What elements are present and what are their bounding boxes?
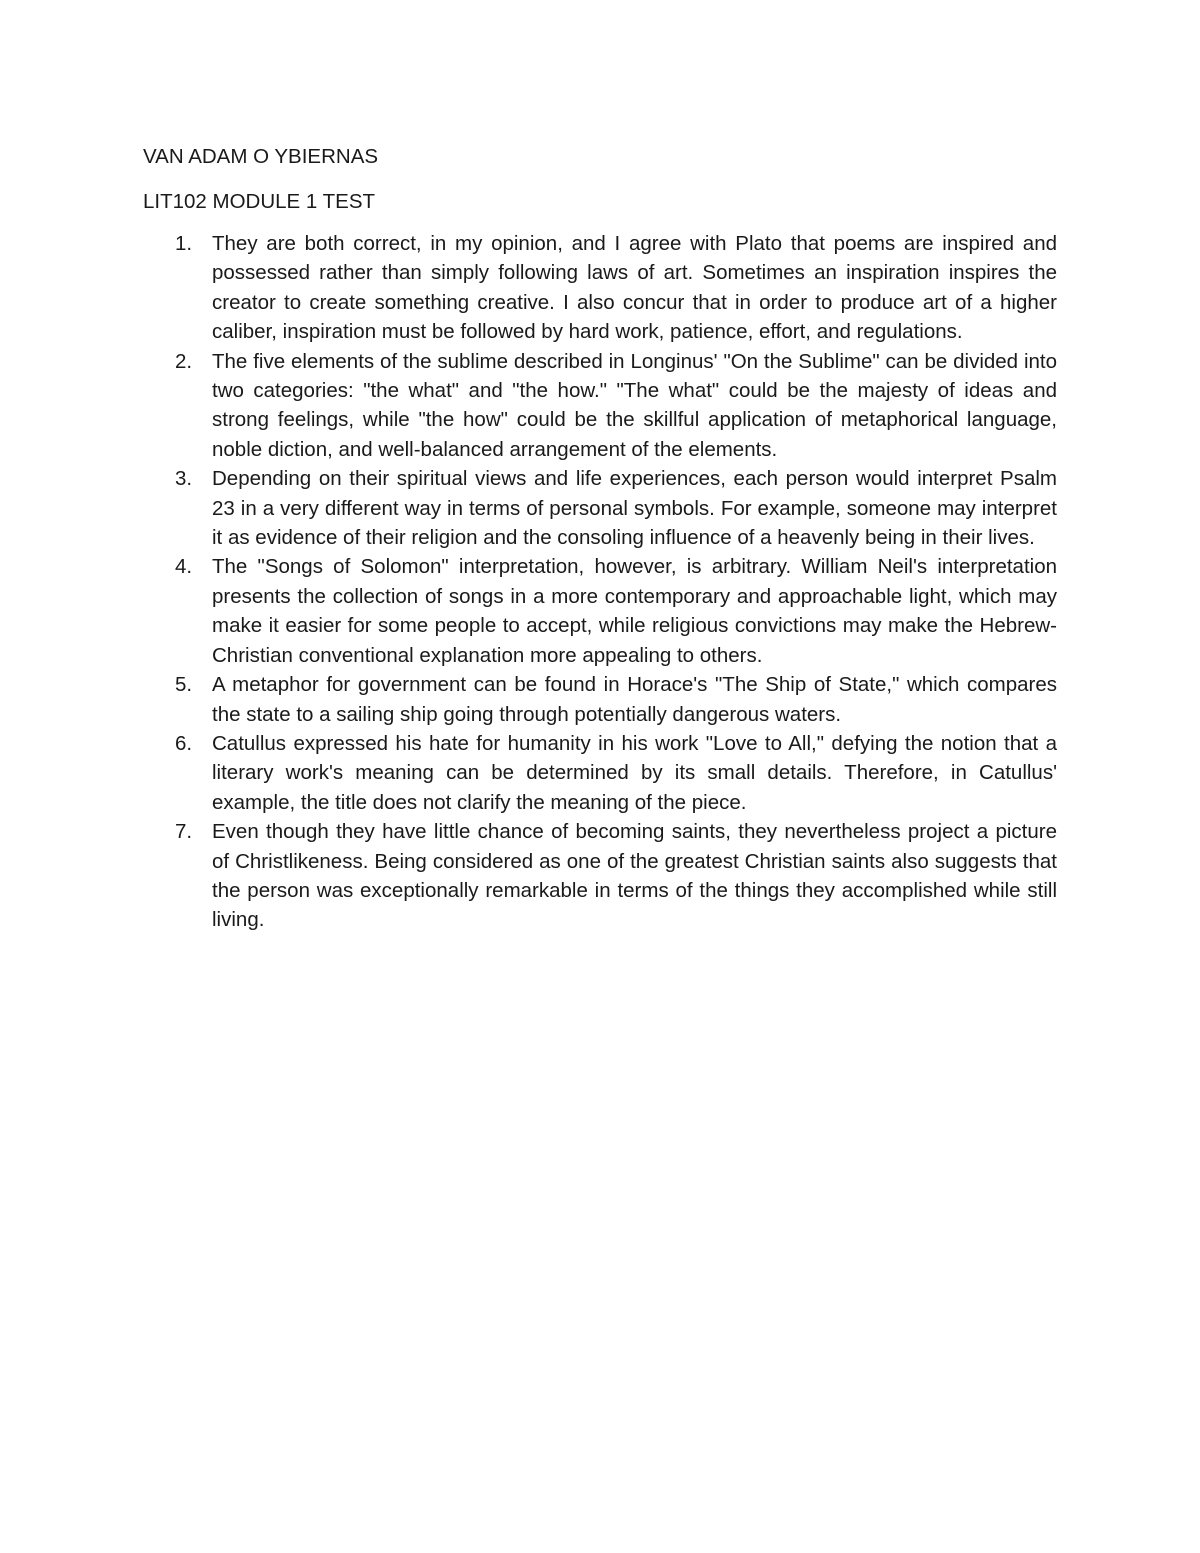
answer-number: 5. [175, 673, 193, 697]
answer-text: A metaphor for government can be found in Horace's "The Ship of State," which compares the state to a sailing ship going through potentially dangerous waters. [212, 673, 1057, 726]
answer-item [143, 729, 1057, 817]
answer-number: 2. [175, 349, 193, 373]
author-name: VAN ADAM O YBIERNAS [143, 145, 379, 168]
answer-item [143, 464, 1057, 552]
answer-text: The "Songs of Solomon" interpretation, however, is arbitrary. William Neil's interpretation presents the collection of songs in a more contemporary and approachable light, which may make it easier for some people to accept, while religious convictions may make the Hebrew-Christian conventional explanation more appealing to others. [212, 555, 1057, 667]
answer-number: 7. [175, 820, 193, 844]
answer-number: 3. [175, 467, 193, 491]
answer-text: The five elements of the sublime described in Longinus' "On the Sublime" can be divided into two categories: "the what" and "the how." "The what" could be the majesty of ideas and strong feelings, while "the how" could be the skillful application of metaphorical language, noble diction, and well-balanced arrangement of the elements. [212, 349, 1057, 461]
answer-item [143, 229, 1057, 347]
answer-text: Depending on their spiritual views and life experiences, each person would interpret Psalm 23 in a very different way in terms of personal symbols. For example, someone may interpret it as evidence of their religion and the consoling influence of a heavenly being in their lives. [212, 467, 1057, 550]
answer-text: Even though they have little chance of becoming saints, they nevertheless project a picture of Christlikeness. Being considered as one of the greatest Christian saints also suggests that the person was exceptionally remarkable in terms of the things they accomplished while still living. [212, 820, 1057, 932]
answer-number: 1. [175, 232, 193, 255]
answer-item [143, 552, 1057, 670]
answer-item [143, 347, 1057, 465]
answer-text: They are both correct, in my opinion, and I agree with Plato that poems are inspired and possessed rather than simply following laws of art. Sometimes an inspiration inspires the creator to create something creative. I also concur that in order to produce art of a higher caliber, inspiration must be followed by hard work, patience, effort, and regulations. [212, 232, 1057, 344]
answer-item [143, 817, 1057, 935]
answer-list [143, 229, 1057, 935]
answer-number: 4. [175, 555, 193, 579]
answer-text: Catullus expressed his hate for humanity in his work "Love to All," defying the notion that a literary work's meaning can be determined by its small details. Therefore, in Catullus' example, the title does not clarify the meaning of the piece. [212, 731, 1057, 814]
answer-item [143, 670, 1057, 729]
answer-number: 6. [175, 731, 193, 755]
test-title: LIT102 MODULE 1 TEST [143, 190, 376, 213]
